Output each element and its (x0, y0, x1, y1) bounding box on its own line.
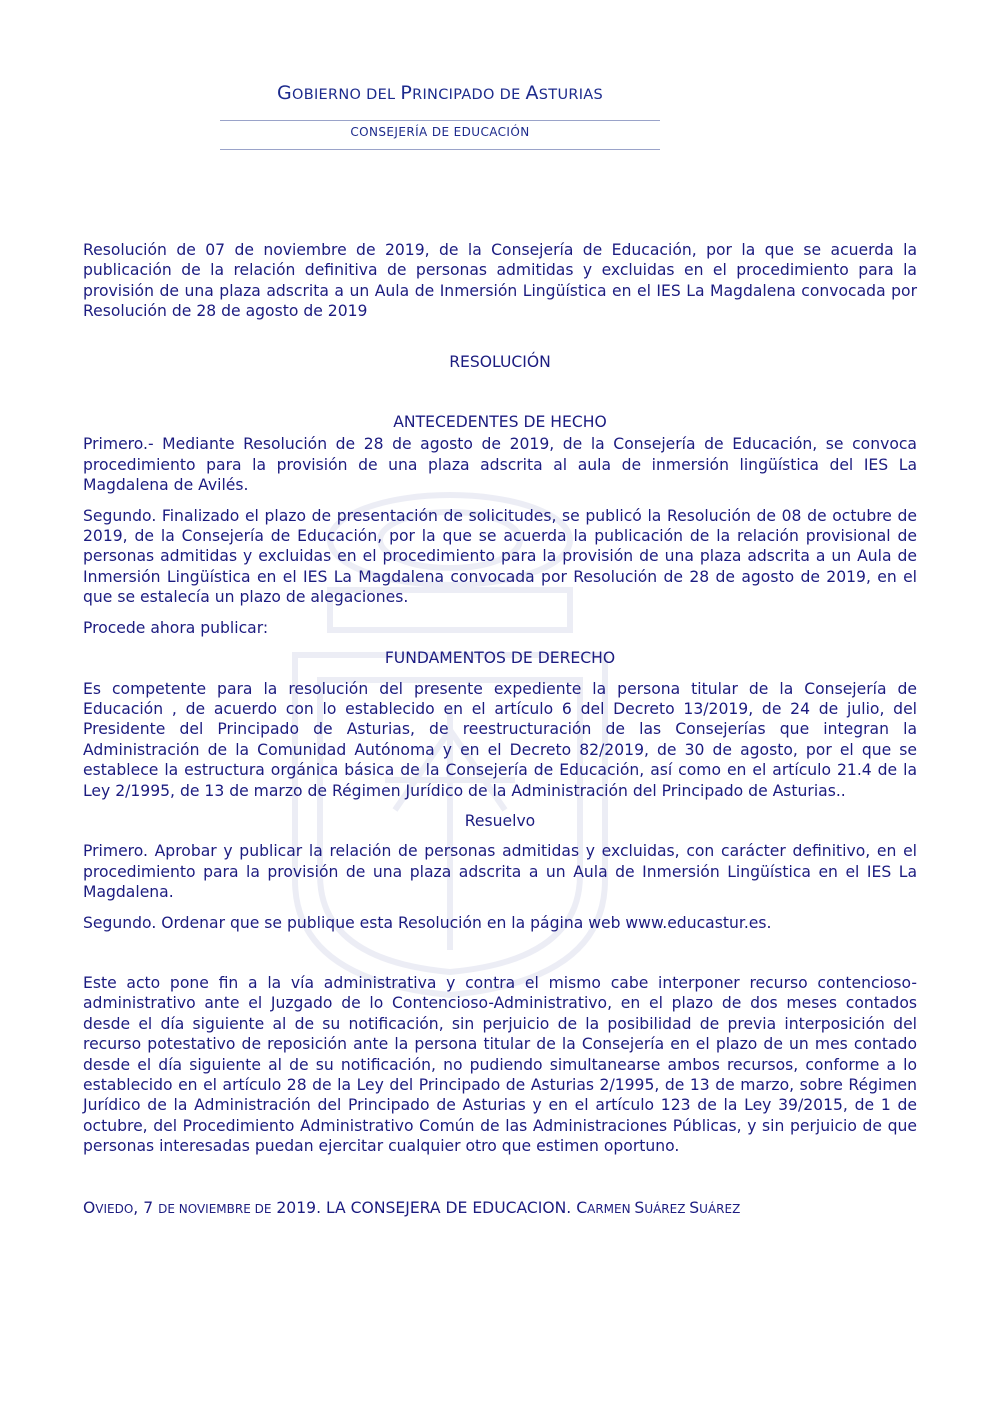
antecedentes-primero: Primero.- Mediante Resolución de 28 de agosto de 2019, de la Consejería de Educación, se convoca procedimiento para la provisión de una plaza adscrita al aula de inmersión lingüística del IES La Magdalena de Avilés. (83, 435, 917, 495)
sig-name-c-cap: C (576, 1198, 588, 1217)
title-cap-p: P (400, 82, 413, 104)
title-cap-a: A (525, 82, 539, 104)
sig-year: 2019. (271, 1198, 326, 1217)
sig-name-s2-rest: UÁREZ (699, 1201, 741, 1216)
document-body (83, 240, 917, 1219)
sig-city-cap: O (83, 1198, 96, 1217)
signature-line (83, 1198, 917, 1219)
antecedentes-heading: ANTECEDENTES DE HECHO (393, 413, 607, 432)
antecedentes-segundo: Segundo. Finalizado el plazo de presentación de solicitudes, se publicó la Resolución de 08 de octubre de 2019, de la Consejería de Educación, por la que se acuerda la publicación de la relación provisional de personas admitidas y excluidas en el procedimiento para la provisión de una plaza adscrita a un Aula de Inmersión Lingüística en el IES La Magdalena convocada por Resolución de 28 de agosto de 2019, en el que se estalecía un plazo de alegaciones. (83, 506, 917, 607)
fundamentos-heading: FUNDAMENTOS DE DERECHO (384, 649, 616, 668)
government-title (220, 82, 660, 104)
recurso-notice: Este acto pone fin a la vía administrativa y contra el mismo cabe interponer recurso contencioso-administrativo ante el Juzgado de lo Contencioso-Administrativo, en el plazo de dos meses contados desde el día siguiente al de su notificación, sin perjuicio de la posibilidad de previa interposición del recurso potestativo de reposición ante la persona titular de la Consejería en el plazo de un mes contado desde el día siguiente al de su notificación, no pudiendo simultanearse ambos recursos, conforme a lo establecido en el artículo 28 de la Ley del Principado de Asturias 2/1995, de 13 de marzo, sobre Régimen Jurídico de la Administración del Principado de Asturias y en el artículo 123 de la Ley 39/2015, de 1 de octubre, del Procedimiento Administrativo Común de las Administraciones Públicas, y sin perjuicio de que personas interesadas puedan ejercitar cualquier otro que estimen oportuno. (83, 973, 917, 1156)
sig-sep: , 7 (133, 1198, 159, 1217)
title-rest-gobierno: OBIERNO DEL (291, 87, 401, 103)
sig-name-s1-rest: UÁREZ (644, 1201, 690, 1216)
sig-city-rest: VIEDO (95, 1201, 134, 1216)
department-name: CONSEJERÍA DE EDUCACIÓN (350, 125, 530, 139)
resuelvo-heading: Resuelvo (464, 811, 536, 830)
resuelvo-primero: Primero. Aprobar y publicar la relación de personas admitidas y excluidas, con carácter definitivo, en el procedimiento para la provisión de una plaza adscrita a un Aula de Inmersión Lingüística en el IES La Magdalena. (83, 842, 917, 902)
procede-text: Procede ahora publicar: (83, 618, 269, 637)
title-cap-g: G (276, 82, 292, 104)
sig-name-c-rest: ARMEN (587, 1201, 635, 1216)
resuelvo-segundo: Segundo. Ordenar que se publique esta Resolución en la página web www.educastur.es. (83, 913, 772, 932)
title-rest-asturias: STURIAS (538, 87, 604, 103)
title-rest-principado: RINCIPADO DE (412, 87, 526, 103)
sig-month: DE NOVIEMBRE DE (158, 1201, 272, 1216)
sig-role: LA CONSEJERA DE EDUCACION. (325, 1198, 577, 1217)
resolucion-heading: RESOLUCIÓN (449, 352, 551, 371)
header-rule-top (220, 120, 660, 121)
header-rule-bottom (220, 149, 660, 150)
sig-name-s2-cap: S (689, 1198, 700, 1217)
resolution-title: Resolución de 07 de noviembre de 2019, de la Consejería de Educación, por la que se acuerda la publicación de la relación definitiva de personas admitidas y excluidas en el procedimiento para la provisión de una plaza adscrita a un Aula de Inmersión Lingüística en el IES La Magdalena convocada por Resolución de 28 de agosto de 2019 (83, 241, 917, 321)
fundamentos-text: Es competente para la resolución del presente expediente la persona titular de la Consejería de Educación , de acuerdo con lo establecido en el artículo 6 del Decreto 13/2019, de 24 de julio, del Presidente del Principado de Asturias, de reestructuración de las Consejerías que integran la Administración de la Comunidad Autónoma y en el Decreto 82/2019, de 30 de agosto, por el que se establece la estructura orgánica básica de la Consejería de Educación, así como en el artículo 21.4 de la Ley 2/1995, de 13 de marzo de Régimen Jurídico de la Administración del Principado de Asturias.. (83, 679, 917, 800)
sig-name-s1-cap: S (634, 1198, 645, 1217)
